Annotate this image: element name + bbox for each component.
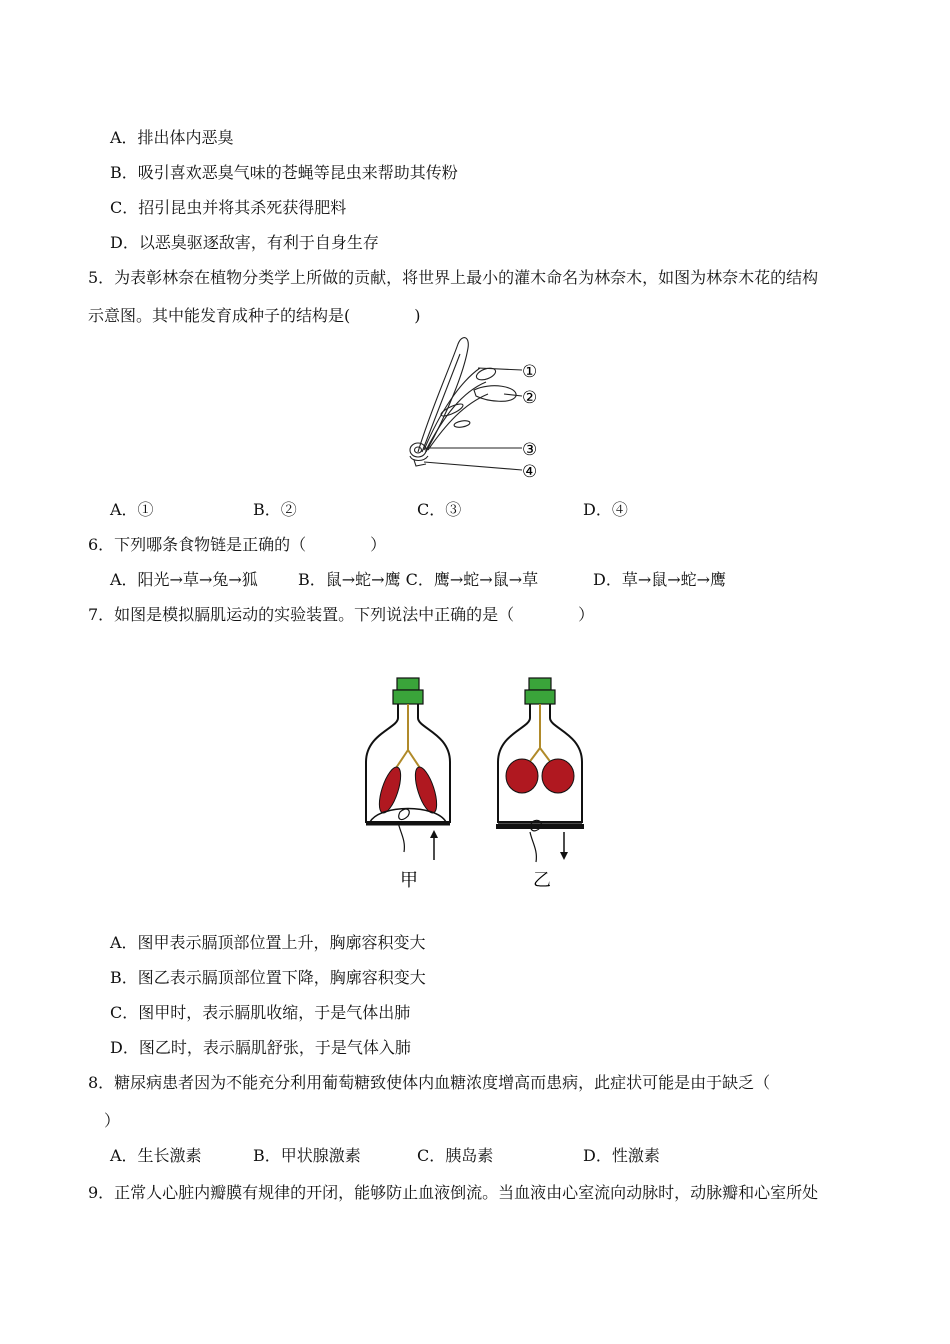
q8-stem-line1: 8．糖尿病患者因为不能充分利用葡萄糖致使体内血糖浓度增高而患病，此症状可能是由于缺乏（: [88, 1073, 771, 1092]
q8-option-d: D．性激素: [583, 1146, 660, 1165]
q5-stem-line1: 5．为表彰林奈在植物分类学上所做的贡献，将世界上最小的灌木命名为林奈木，如图为林奈木花的结构: [88, 268, 819, 287]
q6-stem: 6．下列哪条食物链是正确的（ ）: [88, 535, 387, 554]
label-3: ③: [522, 440, 538, 460]
q6-option-b-c: B．鼠→蛇→鹰 C．鹰→蛇→鼠→草: [298, 570, 539, 589]
label-1: ①: [522, 362, 538, 382]
label-4: ④: [522, 462, 538, 482]
q7-option-c: C．图甲时，表示膈肌收缩，于是气体出肺: [110, 1003, 411, 1022]
q5-option-d: D．④: [583, 500, 628, 519]
q7-option-b: B．图乙表示膈顶部位置下降，胸廓容积变大: [110, 968, 426, 987]
q8-option-c: C．胰岛素: [417, 1146, 494, 1165]
q7-option-a: A．图甲表示膈顶部位置上升，胸廓容积变大: [110, 933, 426, 952]
q6-option-d: D．草→鼠→蛇→鹰: [593, 570, 727, 589]
q9-stem-line1: 9．正常人心脏内瓣膜有规律的开闭，能够防止血液倒流。当血液由心室流向动脉时，动脉瓣和心室所处: [88, 1183, 819, 1202]
q8-option-a: A．生长激素: [110, 1146, 202, 1165]
bell-jar-yi: [496, 678, 584, 862]
q4-option-b: B．吸引喜欢恶臭气味的苍蝇等昆虫来帮助其传粉: [110, 163, 458, 182]
q4-option-c: C．招引昆虫并将其杀死获得肥料: [110, 198, 347, 217]
q5-option-b: B．②: [253, 500, 297, 519]
q8-stem-line2: ）: [104, 1111, 121, 1130]
q5-stem-line2: 示意图。其中能发育成种子的结构是( ): [88, 306, 421, 325]
q6-option-a: A．阳光→草→兔→狐: [110, 570, 258, 589]
q8-option-b: B．甲状腺激素: [253, 1146, 361, 1165]
bell-jar-jia: [366, 678, 450, 860]
flower-structure-diagram: [400, 332, 550, 482]
q5-option-a: A．①: [110, 500, 154, 519]
figure-label-yi: 乙: [533, 870, 551, 890]
label-2: ②: [522, 388, 538, 408]
q4-option-a: A．排出体内恶臭: [110, 128, 234, 147]
figure-label-jia: 甲: [400, 870, 418, 890]
q7-option-d: D．图乙时，表示膈肌舒张，于是气体入肺: [110, 1038, 411, 1057]
q5-option-c: C．③: [417, 500, 462, 519]
diaphragm-model-figure: [360, 672, 590, 892]
q4-option-d: D．以恶臭驱逐敌害，有利于自身生存: [110, 233, 379, 252]
q7-stem: 7．如图是模拟膈肌运动的实验装置。下列说法中正确的是（ ）: [88, 605, 595, 624]
